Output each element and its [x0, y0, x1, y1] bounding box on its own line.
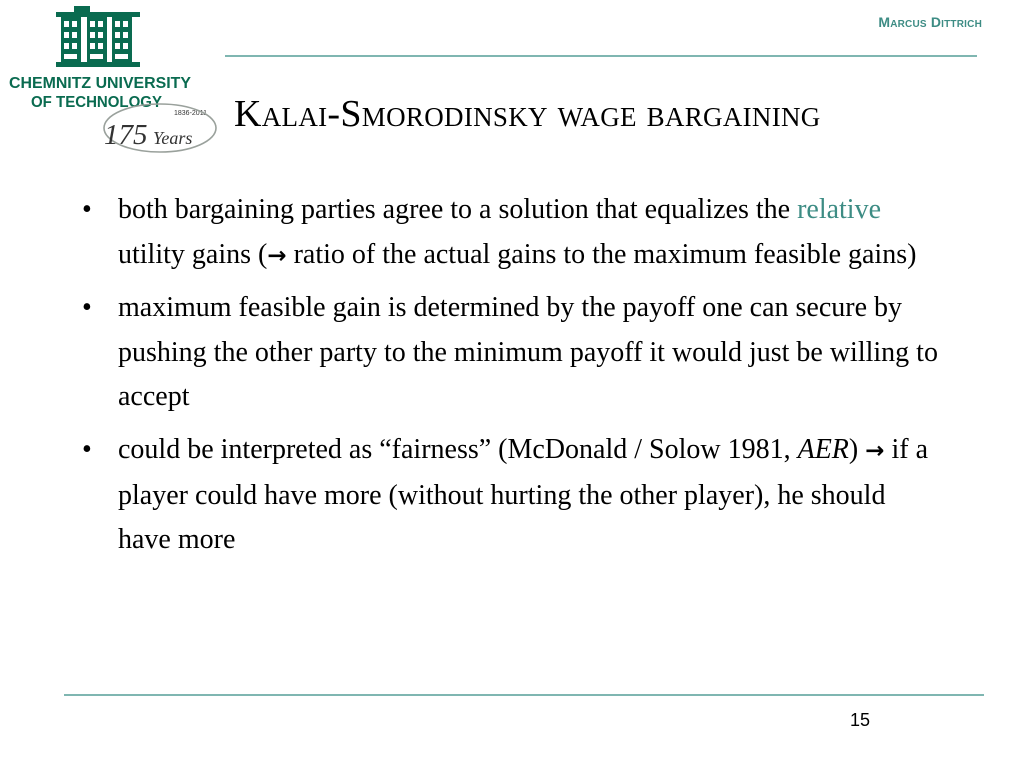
logo-years-range: 1836-2011	[174, 110, 207, 117]
bullet-dot: •	[82, 194, 92, 225]
footer-divider	[64, 694, 984, 696]
slide-title: Kalai-Smorodinsky wage bargaining	[234, 93, 821, 135]
arrow-icon: →	[267, 242, 287, 269]
logo-anniversary-number: 175	[104, 119, 148, 151]
highlighted-term: relative	[797, 194, 882, 225]
journal-name: AER	[797, 433, 849, 465]
header-divider	[225, 55, 977, 57]
bullet-item: • could be interpreted as “fairness” (McDonald / Solow 1981, AER) → if a player could have more (without hurting the other player), he should have more	[82, 428, 942, 563]
bullet-dot: •	[82, 433, 92, 465]
logo-line-1: CHEMNITZ UNIVERSITY	[9, 75, 192, 92]
bullet-item: • maximum feasible gain is determined by the payoff one can secure by pushing the other party to the minimum payoff it would just be willing to accept	[82, 286, 942, 420]
arrow-icon: →	[865, 437, 885, 464]
bullet-dot: •	[82, 292, 92, 324]
university-logo	[8, 4, 223, 154]
building-icon	[56, 6, 140, 67]
logo-anniversary-word: Years	[153, 128, 193, 148]
logo-line-2: OF TECHNOLOGY	[31, 94, 163, 111]
author-name: Marcus Dittrich	[878, 14, 982, 30]
page-number: 15	[849, 710, 870, 730]
bullet-list	[82, 188, 942, 571]
bullet-item: • both bargaining parties agree to a solution that equalizes the relative utility gains (→ ratio of the actual gains to the maximum feasible gains)	[82, 188, 942, 278]
